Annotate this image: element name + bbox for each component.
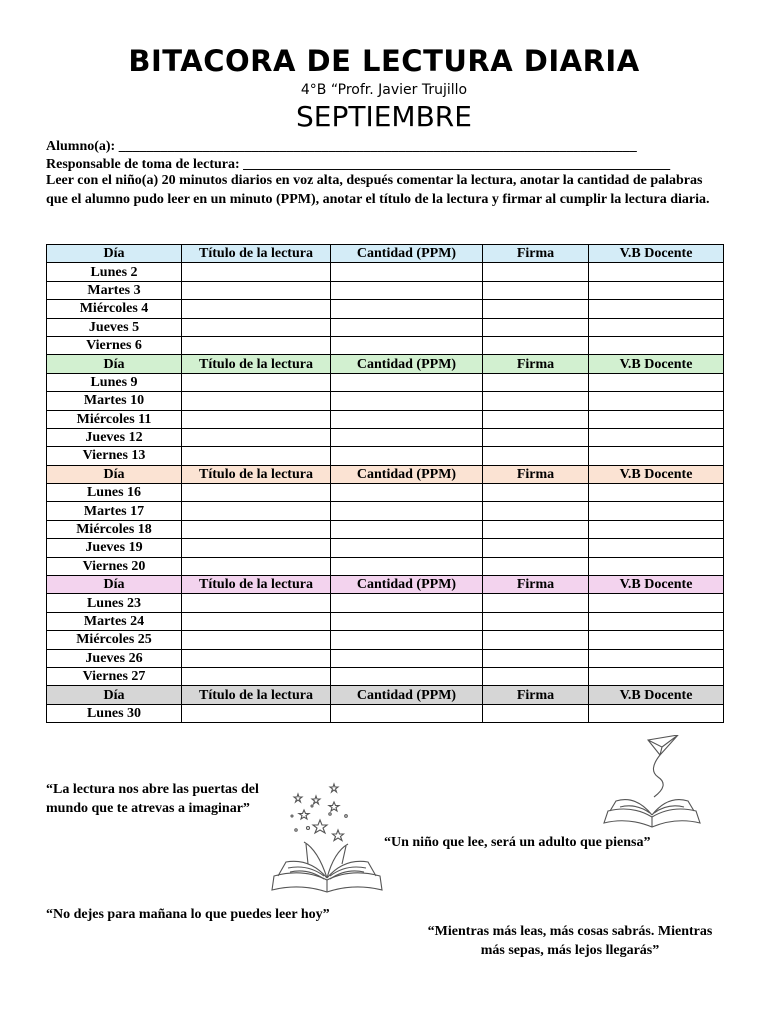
teacher-approval-cell[interactable] bbox=[589, 502, 724, 520]
signature-cell[interactable] bbox=[483, 373, 589, 391]
ppm-cell[interactable] bbox=[331, 447, 483, 465]
title-cell[interactable] bbox=[182, 594, 331, 612]
day-label: Viernes 20 bbox=[47, 557, 182, 575]
day-row bbox=[47, 318, 724, 336]
student-name-field[interactable]: Alumno(a): __________________________________________________________________________ bbox=[46, 139, 637, 154]
title-cell[interactable] bbox=[182, 300, 331, 318]
column-header: Cantidad (PPM) bbox=[331, 355, 483, 373]
quote-more-reading bbox=[410, 922, 730, 960]
day-row bbox=[47, 392, 724, 410]
signature-cell[interactable] bbox=[483, 281, 589, 299]
header-row bbox=[47, 465, 724, 483]
day-label: Jueves 12 bbox=[47, 428, 182, 446]
title-cell[interactable] bbox=[182, 318, 331, 336]
signature-cell[interactable] bbox=[483, 300, 589, 318]
column-header: Título de la lectura bbox=[182, 355, 331, 373]
signature-cell[interactable] bbox=[483, 336, 589, 354]
ppm-cell[interactable] bbox=[331, 520, 483, 538]
teacher-approval-cell[interactable] bbox=[589, 410, 724, 428]
ppm-cell[interactable] bbox=[331, 502, 483, 520]
signature-cell[interactable] bbox=[483, 484, 589, 502]
quote-line: “La lectura nos abre las puertas del bbox=[46, 782, 259, 797]
title-cell[interactable] bbox=[182, 704, 331, 722]
column-header: V.B Docente bbox=[589, 245, 724, 263]
day-label: Lunes 16 bbox=[47, 484, 182, 502]
day-row bbox=[47, 502, 724, 520]
day-row bbox=[47, 281, 724, 299]
day-label: Viernes 13 bbox=[47, 447, 182, 465]
title-cell[interactable] bbox=[182, 484, 331, 502]
column-header: Título de la lectura bbox=[182, 245, 331, 263]
signature-cell[interactable] bbox=[483, 612, 589, 630]
column-header: V.B Docente bbox=[589, 465, 724, 483]
ppm-cell[interactable] bbox=[331, 336, 483, 354]
day-label: Lunes 2 bbox=[47, 263, 182, 281]
column-header: V.B Docente bbox=[589, 576, 724, 594]
day-label: Miércoles 11 bbox=[47, 410, 182, 428]
ppm-cell[interactable] bbox=[331, 300, 483, 318]
signature-cell[interactable] bbox=[483, 392, 589, 410]
day-label: Jueves 5 bbox=[47, 318, 182, 336]
day-row bbox=[47, 594, 724, 612]
column-header: Firma bbox=[483, 576, 589, 594]
ppm-cell[interactable] bbox=[331, 392, 483, 410]
instructions-text: Leer con el niño(a) 20 minutos diarios en voz alta, después comentar la lectura, anotar la cantidad de palabras que el alumno pudo leer en un minuto (PPM), anotar el título de la lectura y firmar al cumplir la lectura diaria. bbox=[46, 173, 710, 207]
title-cell[interactable] bbox=[182, 447, 331, 465]
teacher-approval-cell[interactable] bbox=[589, 631, 724, 649]
ppm-cell[interactable] bbox=[331, 373, 483, 391]
ppm-cell[interactable] bbox=[331, 539, 483, 557]
signature-cell[interactable] bbox=[483, 649, 589, 667]
teacher-approval-cell[interactable] bbox=[589, 539, 724, 557]
ppm-cell[interactable] bbox=[331, 594, 483, 612]
signature-cell[interactable] bbox=[483, 502, 589, 520]
title-cell[interactable] bbox=[182, 520, 331, 538]
ppm-cell[interactable] bbox=[331, 410, 483, 428]
signature-cell[interactable] bbox=[483, 594, 589, 612]
quote-line: mundo que te atrevas a imaginar” bbox=[46, 801, 250, 816]
signature-cell[interactable] bbox=[483, 631, 589, 649]
column-header: Cantidad (PPM) bbox=[331, 686, 483, 704]
column-header: Título de la lectura bbox=[182, 465, 331, 483]
day-row bbox=[47, 263, 724, 281]
column-header: Día bbox=[47, 465, 182, 483]
quote-line: más sepas, más lejos llegarás” bbox=[480, 943, 660, 958]
header-row bbox=[47, 245, 724, 263]
ppm-cell[interactable] bbox=[331, 631, 483, 649]
title-cell[interactable] bbox=[182, 649, 331, 667]
day-label: Jueves 26 bbox=[47, 649, 182, 667]
day-row bbox=[47, 557, 724, 575]
signature-cell[interactable] bbox=[483, 539, 589, 557]
day-label: Jueves 19 bbox=[47, 539, 182, 557]
ppm-cell[interactable] bbox=[331, 704, 483, 722]
column-header: Firma bbox=[483, 355, 589, 373]
ppm-cell[interactable] bbox=[331, 318, 483, 336]
column-header: V.B Docente bbox=[589, 686, 724, 704]
ppm-cell[interactable] bbox=[331, 428, 483, 446]
ppm-cell[interactable] bbox=[331, 612, 483, 630]
teacher-approval-cell[interactable] bbox=[589, 428, 724, 446]
quote-imagination bbox=[46, 780, 259, 818]
title-cell[interactable] bbox=[182, 502, 331, 520]
title-cell[interactable] bbox=[182, 631, 331, 649]
column-header: Firma bbox=[483, 465, 589, 483]
day-row bbox=[47, 428, 724, 446]
day-label: Martes 3 bbox=[47, 281, 182, 299]
column-header: Día bbox=[47, 576, 182, 594]
quote-tomorrow: “No dejes para mañana lo que puedes leer hoy” bbox=[46, 907, 330, 922]
day-label: Miércoles 4 bbox=[47, 300, 182, 318]
book-stars-icon bbox=[268, 780, 386, 900]
teacher-approval-cell[interactable] bbox=[589, 281, 724, 299]
column-header: Cantidad (PPM) bbox=[331, 245, 483, 263]
day-row bbox=[47, 373, 724, 391]
ppm-cell[interactable] bbox=[331, 281, 483, 299]
signature-cell[interactable] bbox=[483, 410, 589, 428]
day-row bbox=[47, 300, 724, 318]
book-paper-plane-icon bbox=[598, 735, 706, 831]
signature-cell[interactable] bbox=[483, 318, 589, 336]
title-cell[interactable] bbox=[182, 263, 331, 281]
day-row bbox=[47, 520, 724, 538]
column-header: Título de la lectura bbox=[182, 576, 331, 594]
title-cell[interactable] bbox=[182, 612, 331, 630]
day-label: Lunes 23 bbox=[47, 594, 182, 612]
teacher-approval-cell[interactable] bbox=[589, 263, 724, 281]
column-header: Firma bbox=[483, 245, 589, 263]
day-label: Lunes 9 bbox=[47, 373, 182, 391]
teacher-approval-cell[interactable] bbox=[589, 336, 724, 354]
day-label: Martes 17 bbox=[47, 502, 182, 520]
teacher-approval-cell[interactable] bbox=[589, 649, 724, 667]
day-label: Miércoles 25 bbox=[47, 631, 182, 649]
day-label: Martes 10 bbox=[47, 392, 182, 410]
day-row bbox=[47, 539, 724, 557]
month-heading: SEPTIEMBRE bbox=[296, 100, 472, 133]
title-cell[interactable] bbox=[182, 392, 331, 410]
teacher-subtitle: 4°B “Profr. Javier Trujillo bbox=[300, 82, 468, 98]
quote-line: “Mientras más leas, más cosas sabrás. Mientras bbox=[427, 924, 713, 939]
ppm-cell[interactable] bbox=[331, 649, 483, 667]
column-header: Día bbox=[47, 686, 182, 704]
teacher-approval-cell[interactable] bbox=[589, 300, 724, 318]
day-label: Viernes 6 bbox=[47, 336, 182, 354]
day-row bbox=[47, 612, 724, 630]
column-header: Día bbox=[47, 355, 182, 373]
quote-child-reader: “Un niño que lee, será un adulto que piensa” bbox=[384, 835, 651, 850]
ppm-cell[interactable] bbox=[331, 263, 483, 281]
day-label: Viernes 27 bbox=[47, 667, 182, 685]
column-header: Firma bbox=[483, 686, 589, 704]
signature-cell[interactable] bbox=[483, 520, 589, 538]
reading-log-table bbox=[46, 244, 724, 723]
ppm-cell[interactable] bbox=[331, 667, 483, 685]
responsible-field[interactable]: Responsable de toma de lectura: _____________________________________________________________ bbox=[46, 157, 671, 172]
header-row bbox=[47, 576, 724, 594]
title-cell[interactable] bbox=[182, 428, 331, 446]
day-label: Martes 24 bbox=[47, 612, 182, 630]
teacher-approval-cell[interactable] bbox=[589, 373, 724, 391]
signature-cell[interactable] bbox=[483, 557, 589, 575]
day-row bbox=[47, 447, 724, 465]
teacher-approval-cell[interactable] bbox=[589, 447, 724, 465]
teacher-approval-cell[interactable] bbox=[589, 667, 724, 685]
column-header: Cantidad (PPM) bbox=[331, 576, 483, 594]
ppm-cell[interactable] bbox=[331, 484, 483, 502]
title-cell[interactable] bbox=[182, 281, 331, 299]
day-row bbox=[47, 649, 724, 667]
page-title: BITACORA DE LECTURA DIARIA bbox=[128, 44, 640, 78]
teacher-approval-cell[interactable] bbox=[589, 557, 724, 575]
day-row bbox=[47, 631, 724, 649]
title-cell[interactable] bbox=[182, 539, 331, 557]
day-row bbox=[47, 667, 724, 685]
signature-cell[interactable] bbox=[483, 704, 589, 722]
signature-cell[interactable] bbox=[483, 263, 589, 281]
ppm-cell[interactable] bbox=[331, 557, 483, 575]
title-cell[interactable] bbox=[182, 336, 331, 354]
signature-cell[interactable] bbox=[483, 447, 589, 465]
title-cell[interactable] bbox=[182, 373, 331, 391]
teacher-approval-cell[interactable] bbox=[589, 520, 724, 538]
day-row bbox=[47, 336, 724, 354]
title-cell[interactable] bbox=[182, 410, 331, 428]
title-cell[interactable] bbox=[182, 557, 331, 575]
teacher-approval-cell[interactable] bbox=[589, 704, 724, 722]
header-row bbox=[47, 355, 724, 373]
header-row bbox=[47, 686, 724, 704]
day-row bbox=[47, 410, 724, 428]
teacher-approval-cell[interactable] bbox=[589, 484, 724, 502]
column-header: V.B Docente bbox=[589, 355, 724, 373]
title-cell[interactable] bbox=[182, 667, 331, 685]
signature-cell[interactable] bbox=[483, 667, 589, 685]
day-label: Miércoles 18 bbox=[47, 520, 182, 538]
column-header: Cantidad (PPM) bbox=[331, 465, 483, 483]
teacher-approval-cell[interactable] bbox=[589, 612, 724, 630]
teacher-approval-cell[interactable] bbox=[589, 594, 724, 612]
teacher-approval-cell[interactable] bbox=[589, 318, 724, 336]
signature-cell[interactable] bbox=[483, 428, 589, 446]
day-label: Lunes 30 bbox=[47, 704, 182, 722]
day-row bbox=[47, 704, 724, 722]
teacher-approval-cell[interactable] bbox=[589, 392, 724, 410]
column-header: Título de la lectura bbox=[182, 686, 331, 704]
day-row bbox=[47, 484, 724, 502]
column-header: Día bbox=[47, 245, 182, 263]
